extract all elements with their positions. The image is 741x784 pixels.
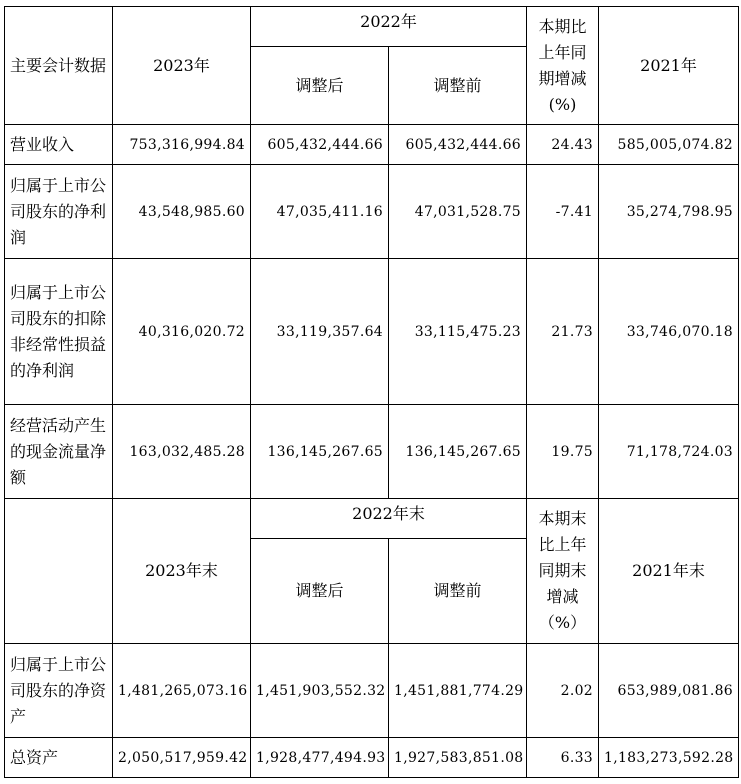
cell-adjusted-after: 605,432,444.66 [251, 125, 389, 165]
cell-2021: 585,005,074.82 [599, 125, 739, 165]
cell-2023: 753,316,994.84 [113, 125, 251, 165]
table-row [5, 125, 739, 165]
cell-adjusted-before: 47,031,528.75 [389, 165, 527, 259]
cell-adjusted-before: 605,432,444.66 [389, 125, 527, 165]
table-row [5, 405, 739, 499]
cell-adjusted-after: 1,451,903,552.32 [251, 644, 389, 738]
cell-adjusted-after: 33,119,357.64 [251, 259, 389, 405]
row-label: 经营活动产生的现金流量净额 [5, 405, 113, 499]
header-2023: 2023年 [113, 7, 251, 125]
row-label: 营业收入 [5, 125, 113, 165]
financial-data-table [4, 6, 739, 778]
cell-adjusted-after: 136,145,267.65 [251, 405, 389, 499]
header-adjusted-after: 调整后 [251, 539, 389, 644]
header-2021-end: 2021年末 [599, 499, 739, 644]
header-2023-end: 2023年末 [113, 499, 251, 644]
cell-2021: 1,183,273,592.28 [599, 738, 739, 778]
header-2022-end: 2022年末 [251, 499, 527, 539]
cell-2021: 653,989,081.86 [599, 644, 739, 738]
row-label: 总资产 [5, 738, 113, 778]
header-2021: 2021年 [599, 7, 739, 125]
cell-2023: 40,316,020.72 [113, 259, 251, 405]
cell-change: 19.75 [527, 405, 599, 499]
cell-2023: 163,032,485.28 [113, 405, 251, 499]
cell-change: 24.43 [527, 125, 599, 165]
cell-2021: 33,746,070.18 [599, 259, 739, 405]
cell-adjusted-before: 33,115,475.23 [389, 259, 527, 405]
cell-change: 6.33 [527, 738, 599, 778]
header-change-end: 本期末比上年同期末增减（%） [527, 499, 599, 644]
header-change: 本期比上年同期增减(%) [527, 7, 599, 125]
row-label: 归属于上市公司股东的净利润 [5, 165, 113, 259]
header-adjusted-after: 调整后 [251, 47, 389, 125]
cell-adjusted-after: 47,035,411.16 [251, 165, 389, 259]
cell-2023: 2,050,517,959.42 [113, 738, 251, 778]
cell-2021: 35,274,798.95 [599, 165, 739, 259]
cell-change: 21.73 [527, 259, 599, 405]
header-2022: 2022年 [251, 7, 527, 47]
header-item: 主要会计数据 [5, 7, 113, 125]
cell-2023: 1,481,265,073.16 [113, 644, 251, 738]
cell-change: 2.02 [527, 644, 599, 738]
table-row [5, 644, 739, 738]
row-label: 归属于上市公司股东的扣除非经常性损益的净利润 [5, 259, 113, 405]
table-row [5, 738, 739, 778]
cell-2021: 71,178,724.03 [599, 405, 739, 499]
header-adjusted-before: 调整前 [389, 539, 527, 644]
cell-change: -7.41 [527, 165, 599, 259]
row-label: 归属于上市公司股东的净资产 [5, 644, 113, 738]
cell-adjusted-before: 1,451,881,774.29 [389, 644, 527, 738]
cell-adjusted-before: 136,145,267.65 [389, 405, 527, 499]
cell-2023: 43,548,985.60 [113, 165, 251, 259]
cell-adjusted-before: 1,927,583,851.08 [389, 738, 527, 778]
header-adjusted-before: 调整前 [389, 47, 527, 125]
cell-adjusted-after: 1,928,477,494.93 [251, 738, 389, 778]
header-item-empty [5, 499, 113, 644]
table-row [5, 165, 739, 259]
table-row [5, 259, 739, 405]
